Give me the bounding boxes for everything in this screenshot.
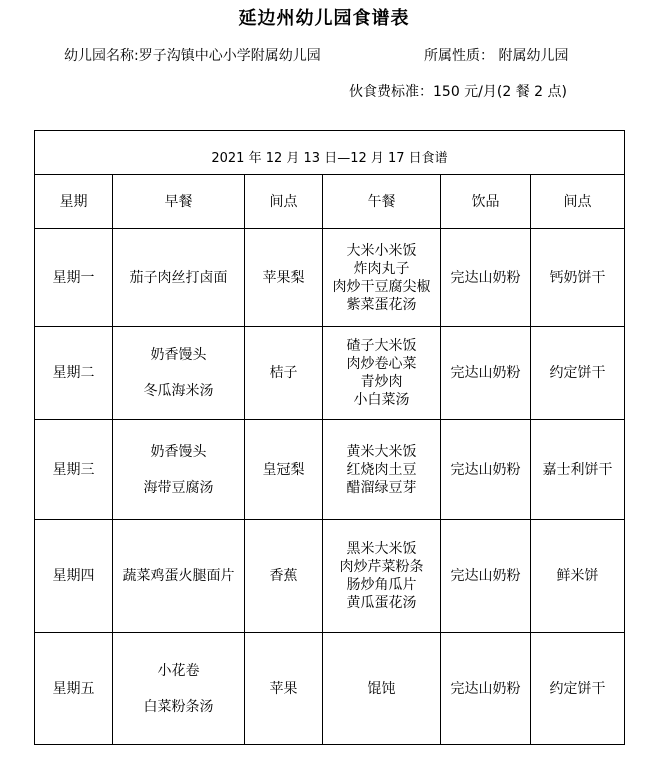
cell-snack-morning: 苹果 <box>245 633 323 745</box>
breakfast-list <box>113 662 244 716</box>
cell-lunch <box>323 420 441 520</box>
cell-breakfast <box>113 520 245 633</box>
table-row-tuesday <box>35 327 625 420</box>
breakfast-list <box>113 346 244 400</box>
cell-lunch <box>323 633 441 745</box>
weekly-menu-table <box>34 130 625 745</box>
breakfast-item: 冬瓜海米汤 <box>143 383 214 399</box>
breakfast-item: 小花卷 <box>157 662 200 679</box>
cell-breakfast <box>113 229 245 327</box>
lunch-item: 碴子大米饭 <box>346 338 417 354</box>
table-header-row <box>35 175 625 229</box>
lunch-list <box>323 680 440 698</box>
lunch-list <box>323 242 440 314</box>
breakfast-item: 奶香馒头 <box>150 443 207 460</box>
cell-snack-afternoon: 约定饼干 <box>531 633 625 745</box>
cell-snack-afternoon: 鲜米饼 <box>531 520 625 633</box>
lunch-item: 小白菜汤 <box>353 392 410 408</box>
cell-weekday: 星期五 <box>35 633 113 745</box>
lunch-item: 黑米大米饭 <box>346 541 417 557</box>
cell-lunch <box>323 327 441 420</box>
lunch-item: 肉炒干豆腐尖椒 <box>332 278 431 295</box>
breakfast-item: 白菜粉条汤 <box>143 698 214 715</box>
page-title: 延边州幼儿园食谱表 <box>238 8 410 29</box>
lunch-item: 醋溜绿豆芽 <box>346 479 417 496</box>
cell-weekday: 星期三 <box>35 420 113 520</box>
lunch-item: 肉炒卷心菜 <box>346 356 417 372</box>
meal-fee-standard: 伙食费标准：150 元/月(2 餐 2 点) <box>349 84 567 100</box>
breakfast-item: 海带豆腐汤 <box>143 479 214 496</box>
cell-drink: 完达山奶粉 <box>441 327 531 420</box>
cell-weekday: 星期二 <box>35 327 113 420</box>
header-snack-afternoon: 间点 <box>531 175 625 229</box>
lunch-list <box>323 540 440 612</box>
breakfast-list <box>113 567 244 585</box>
lunch-item: 黄瓜蛋花汤 <box>346 595 417 611</box>
lunch-item: 肉炒芹菜粉条 <box>339 559 424 575</box>
header-weekday: 星期 <box>35 175 113 229</box>
cell-weekday: 星期一 <box>35 229 113 327</box>
cell-drink: 完达山奶粉 <box>441 420 531 520</box>
cell-drink: 完达山奶粉 <box>441 633 531 745</box>
table-row-thursday <box>35 520 625 633</box>
header-lunch: 午餐 <box>323 175 441 229</box>
lunch-item: 炸肉丸子 <box>353 260 410 277</box>
breakfast-list <box>113 443 244 497</box>
header-snack-morning: 间点 <box>245 175 323 229</box>
cell-drink: 完达山奶粉 <box>441 229 531 327</box>
lunch-item: 大米小米饭 <box>346 242 417 259</box>
header-drink: 饮品 <box>441 175 531 229</box>
table-caption-row <box>35 131 625 175</box>
cell-snack-afternoon: 钙奶饼干 <box>531 229 625 327</box>
table-row-friday <box>35 633 625 745</box>
cell-lunch <box>323 520 441 633</box>
table-caption-text: 2021 年 12 月 13 日—12 月 17 日食谱 <box>211 151 448 166</box>
cell-breakfast <box>113 633 245 745</box>
header-breakfast: 早餐 <box>113 175 245 229</box>
cell-breakfast <box>113 327 245 420</box>
lunch-item: 青炒肉 <box>360 374 403 390</box>
cell-weekday: 星期四 <box>35 520 113 633</box>
lunch-item: 肠炒角瓜片 <box>346 577 417 593</box>
cell-snack-morning: 皇冠梨 <box>245 420 323 520</box>
cell-snack-morning: 香蕉 <box>245 520 323 633</box>
table-caption <box>35 131 625 175</box>
lunch-list <box>323 443 440 497</box>
cell-snack-afternoon: 约定饼干 <box>531 327 625 420</box>
table-row-wednesday <box>35 420 625 520</box>
kindergarten-nature: 所属性质： 附属幼儿园 <box>424 48 569 64</box>
breakfast-item: 奶香馒头 <box>150 347 207 363</box>
lunch-list <box>323 337 440 409</box>
lunch-item: 紫菜蛋花汤 <box>346 296 417 313</box>
table-row-monday <box>35 229 625 327</box>
cell-snack-morning: 桔子 <box>245 327 323 420</box>
cell-snack-morning: 苹果梨 <box>245 229 323 327</box>
breakfast-item: 茄子肉丝打卤面 <box>129 269 228 286</box>
cell-lunch <box>323 229 441 327</box>
lunch-item: 黄米大米饭 <box>346 443 417 460</box>
cell-snack-afternoon: 嘉士利饼干 <box>531 420 625 520</box>
breakfast-item: 蔬菜鸡蛋火腿面片 <box>122 568 235 584</box>
cell-breakfast <box>113 420 245 520</box>
cell-drink: 完达山奶粉 <box>441 520 531 633</box>
kindergarten-name: 幼儿园名称:罗子沟镇中心小学附属幼儿园 <box>64 48 321 64</box>
lunch-item: 馄饨 <box>367 680 396 697</box>
lunch-item: 红烧肉土豆 <box>346 461 417 478</box>
breakfast-list <box>113 269 244 287</box>
